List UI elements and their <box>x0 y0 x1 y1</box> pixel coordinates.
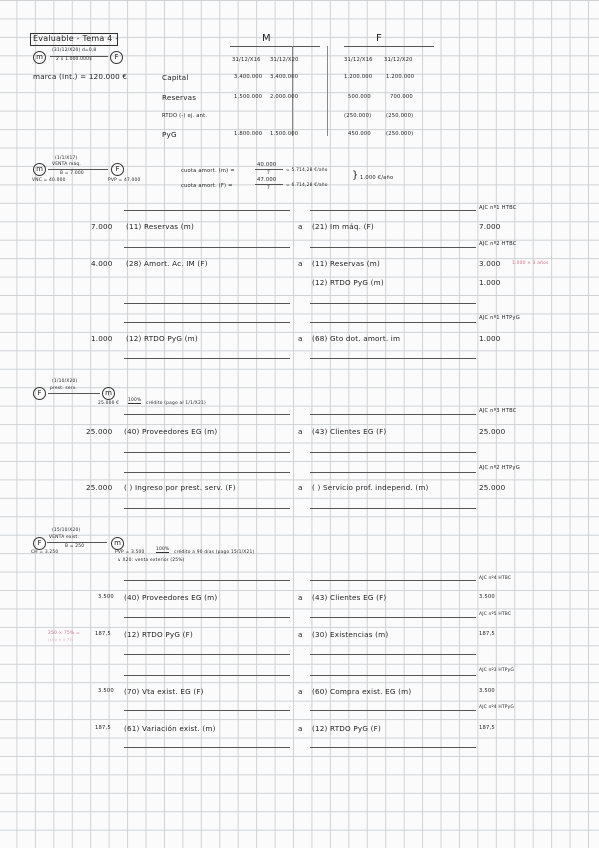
fraction-bar <box>255 184 283 185</box>
date-m-x20: 31/12/X20 <box>270 57 299 63</box>
debit-account: (40) Proveedores EG (m) <box>124 593 218 602</box>
entry-title: AJC nº2 HTBC <box>479 241 517 247</box>
cell: (250.000) <box>386 113 414 119</box>
header-rule-m <box>230 46 320 47</box>
debit-account: (61) Variación exist. (m) <box>124 724 216 733</box>
debit-amount: 187,5 <box>95 631 111 637</box>
credit-amount: 3.000 <box>479 259 501 268</box>
fraction-bar <box>255 169 283 170</box>
date-f-x20: 31/12/X20 <box>384 57 413 63</box>
company-m-circle: m <box>33 163 46 176</box>
entry-rule <box>124 654 290 655</box>
credit-amount: 25.000 <box>479 483 506 492</box>
debit-amount: 25.000 <box>86 483 113 492</box>
op3-ch: CH = 3.250 <box>31 550 59 555</box>
op3-arrow <box>47 542 107 543</box>
entry-rule <box>124 247 290 248</box>
row-label-pyg: PyG <box>162 130 177 139</box>
op3-percent: 100% <box>156 547 170 552</box>
credit-account: (12) RTDO PyG (F) <box>312 724 381 733</box>
date-f-x16: 31/12/X16 <box>344 57 373 63</box>
credit-account: (12) RTDO PyG (m) <box>312 278 384 287</box>
cell: 1.200.000 <box>344 74 373 80</box>
credit-account: (68) Gto dot. amort. im <box>312 334 401 343</box>
op2-arrow <box>48 393 100 394</box>
debit-amount: 1.000 <box>91 334 113 343</box>
entry-rule <box>310 322 476 323</box>
col-f-header: F <box>376 33 382 44</box>
company-f-circle: F <box>33 387 46 400</box>
entry-rule <box>310 247 476 248</box>
op3-pvp: PVP = 3.500 <box>115 550 145 555</box>
company-m-circle: m <box>33 51 46 64</box>
op3-arrow-label: VENTA exist. <box>49 535 80 540</box>
entry-rule <box>124 617 290 618</box>
debit-account: (28) Amort. Ac. IM (F) <box>126 259 208 268</box>
debit-account: (11) Reservas (m) <box>126 222 194 231</box>
credit-account: (21) Im máq. (F) <box>312 222 374 231</box>
entry-title: AJC nº3 HTBC <box>479 408 517 414</box>
credit-account: (43) Clientes EG (F) <box>312 593 387 602</box>
credit-amount: 187,5 <box>479 631 495 637</box>
connector-a: a <box>298 222 303 231</box>
entry-rule <box>310 358 476 359</box>
entry-rule <box>310 508 476 509</box>
brace: } <box>352 170 359 181</box>
header-rule-f <box>344 46 434 47</box>
connector-a: a <box>298 427 303 436</box>
op2-amount: 25.000 € <box>98 401 120 406</box>
entry-rule <box>124 747 290 748</box>
connector-a: a <box>298 334 303 343</box>
entry-rule <box>310 747 476 748</box>
cell: 2.000.000 <box>270 94 299 100</box>
entry-title: AJC nº2 HTPyG <box>479 465 520 471</box>
debit-account: (70) Vta exist. EG (F) <box>124 687 204 696</box>
cell: 3.400.000 <box>270 74 299 80</box>
credit-amount: 7.000 <box>479 222 501 231</box>
debit-amount: 3.500 <box>98 594 114 600</box>
op1-pvp: PVP = 47.000 <box>108 178 141 183</box>
margin-note: 1.000 × 3 años <box>512 261 549 266</box>
entry-rule <box>310 414 476 415</box>
cuota-f-num: 47.000 <box>257 177 277 183</box>
cell: 450.000 <box>348 131 371 137</box>
cuota-m-den: 7 <box>267 171 270 176</box>
cell: 1.800.000 <box>234 131 263 137</box>
op3-desc: crédito a 90 días (pago 15/1/X21) <box>174 550 255 555</box>
company-f-circle: F <box>111 163 124 176</box>
entry-title: AJC nº1 HTBC <box>479 205 517 211</box>
debit-account: (12) RTDO PyG (m) <box>126 334 198 343</box>
op3-sub: ↳ X20: venta exterior (25%) <box>117 558 185 563</box>
debit-account: ( ) Ingreso por prest. serv. (F) <box>124 483 236 492</box>
entry-rule <box>124 580 290 581</box>
entry-rule <box>124 452 290 453</box>
cuota-m-label: cuota amort. (m) = <box>181 168 235 174</box>
cell: (250.000) <box>344 113 372 119</box>
intro-arrow-top: (31/12/X20) d=0,8 <box>52 48 97 53</box>
cell: 3.400.000 <box>234 74 263 80</box>
company-m-circle: m <box>102 387 115 400</box>
connector-a: a <box>298 259 303 268</box>
entry-rule <box>124 508 290 509</box>
op1-arrow-bottom: B = 7.000 <box>60 171 84 176</box>
cell: 1.500.000 <box>270 131 299 137</box>
margin-note: (100 × 0,75) <box>48 638 74 642</box>
connector-a: a <box>298 630 303 639</box>
cell: 500.000 <box>348 94 371 100</box>
credit-amount: 187,5 <box>479 725 495 731</box>
entry-title: AJC nº4 HTPyG <box>479 705 515 710</box>
credit-account: (43) Clientes EG (F) <box>312 427 387 436</box>
entry-rule <box>124 303 290 304</box>
op3-arrow-top: (15/10/X20) <box>52 528 81 533</box>
credit-amount: 1.000 <box>479 334 501 343</box>
op1-arrow <box>48 169 108 170</box>
credit-amount: 3.500 <box>479 688 495 694</box>
credit-account: (11) Reservas (m) <box>312 259 380 268</box>
op1-vnc: VNC = 40.000 <box>32 178 66 183</box>
cell: 1.500.000 <box>234 94 263 100</box>
entry-rule <box>310 303 476 304</box>
cell: 1.200.000 <box>386 74 415 80</box>
op2-arrow-label: prest. serv. <box>50 386 77 391</box>
entry-rule <box>310 580 476 581</box>
entry-rule <box>124 472 290 473</box>
entry-rule <box>124 710 290 711</box>
entry-rule <box>124 675 290 676</box>
entry-rule <box>310 472 476 473</box>
entry-title: AJC nº3 HTPyG <box>479 668 515 673</box>
date-m-x16: 31/12/X16 <box>232 57 261 63</box>
debit-amount: 3.500 <box>98 688 114 694</box>
op2-desc: crédito (pago al 1/1/X21) <box>146 401 206 406</box>
entry-title: AJC nº1 HTPyG <box>479 315 520 321</box>
credit-account: (60) Compra exist. EG (m) <box>312 687 412 696</box>
intro-arrow-bottom: 2 x 1.000.000$ <box>56 57 93 62</box>
debit-account: (40) Proveedores EG (m) <box>124 427 218 436</box>
cell: (250.000) <box>386 131 414 137</box>
margin-note: 250 × 75% = <box>48 631 80 636</box>
company-f-circle: F <box>110 51 123 64</box>
entry-rule <box>124 358 290 359</box>
connector-a: a <box>298 687 303 696</box>
entry-rule <box>124 210 290 211</box>
marca-line: marca (Int.) = 120.000 € <box>33 72 128 81</box>
entry-rule <box>310 210 476 211</box>
row-label-reservas: Reservas <box>162 93 197 102</box>
debit-amount: 25.000 <box>86 427 113 436</box>
col-m-header: M <box>262 33 271 44</box>
company-m-circle: m <box>111 537 124 550</box>
debit-account: (12) RTDO PyG (F) <box>124 630 193 639</box>
entry-rule <box>310 654 476 655</box>
connector-a: a <box>298 483 303 492</box>
cuota-diff: 1.000 €/año <box>360 175 394 181</box>
entry-title: AJC nº5 HTBC <box>479 612 512 617</box>
entry-rule <box>124 414 290 415</box>
page-title: Evaluable - Tema 4 - <box>33 34 119 43</box>
credit-account: (30) Existencias (m) <box>312 630 389 639</box>
cuota-f-result: = 6.714,28 €/año <box>286 183 328 188</box>
cuota-f-label: cuota amort. (F) = <box>181 183 233 189</box>
entry-rule <box>124 322 290 323</box>
balance-divider-2 <box>327 46 328 136</box>
row-label-rtdo: RTDO (-) ej. ant. <box>162 113 208 119</box>
op1-arrow-top: (1/1/X17) <box>55 156 78 161</box>
entry-title: AJC nº4 HTBC <box>479 576 512 581</box>
company-f-circle: F <box>33 537 46 550</box>
entry-rule <box>310 617 476 618</box>
entry-rule <box>310 452 476 453</box>
op1-arrow-label: VENTA máq. <box>52 162 81 167</box>
debit-amount: 187,5 <box>95 725 111 731</box>
entry-rule <box>310 710 476 711</box>
connector-a: a <box>298 724 303 733</box>
cuota-m-num: 40.000 <box>257 162 277 168</box>
cuota-m-result: = 5.714,28 €/año <box>286 168 328 173</box>
credit-amount: 1.000 <box>479 278 501 287</box>
credit-amount: 25.000 <box>479 427 506 436</box>
row-label-capital: Capital <box>162 73 189 82</box>
credit-amount: 3.500 <box>479 594 495 600</box>
connector-a: a <box>298 593 303 602</box>
cell: 700.000 <box>390 94 413 100</box>
op3-arrow-bottom: B = 250 <box>65 544 85 549</box>
debit-amount: 7.000 <box>91 222 113 231</box>
op2-arrow-top: (1/10/X20) <box>52 379 78 384</box>
op2-percent: 100% <box>128 398 142 403</box>
entry-rule <box>310 675 476 676</box>
cuota-f-den: 7 <box>267 186 270 191</box>
credit-account: ( ) Servicio prof. independ. (m) <box>312 483 429 492</box>
debit-amount: 4.000 <box>91 259 113 268</box>
